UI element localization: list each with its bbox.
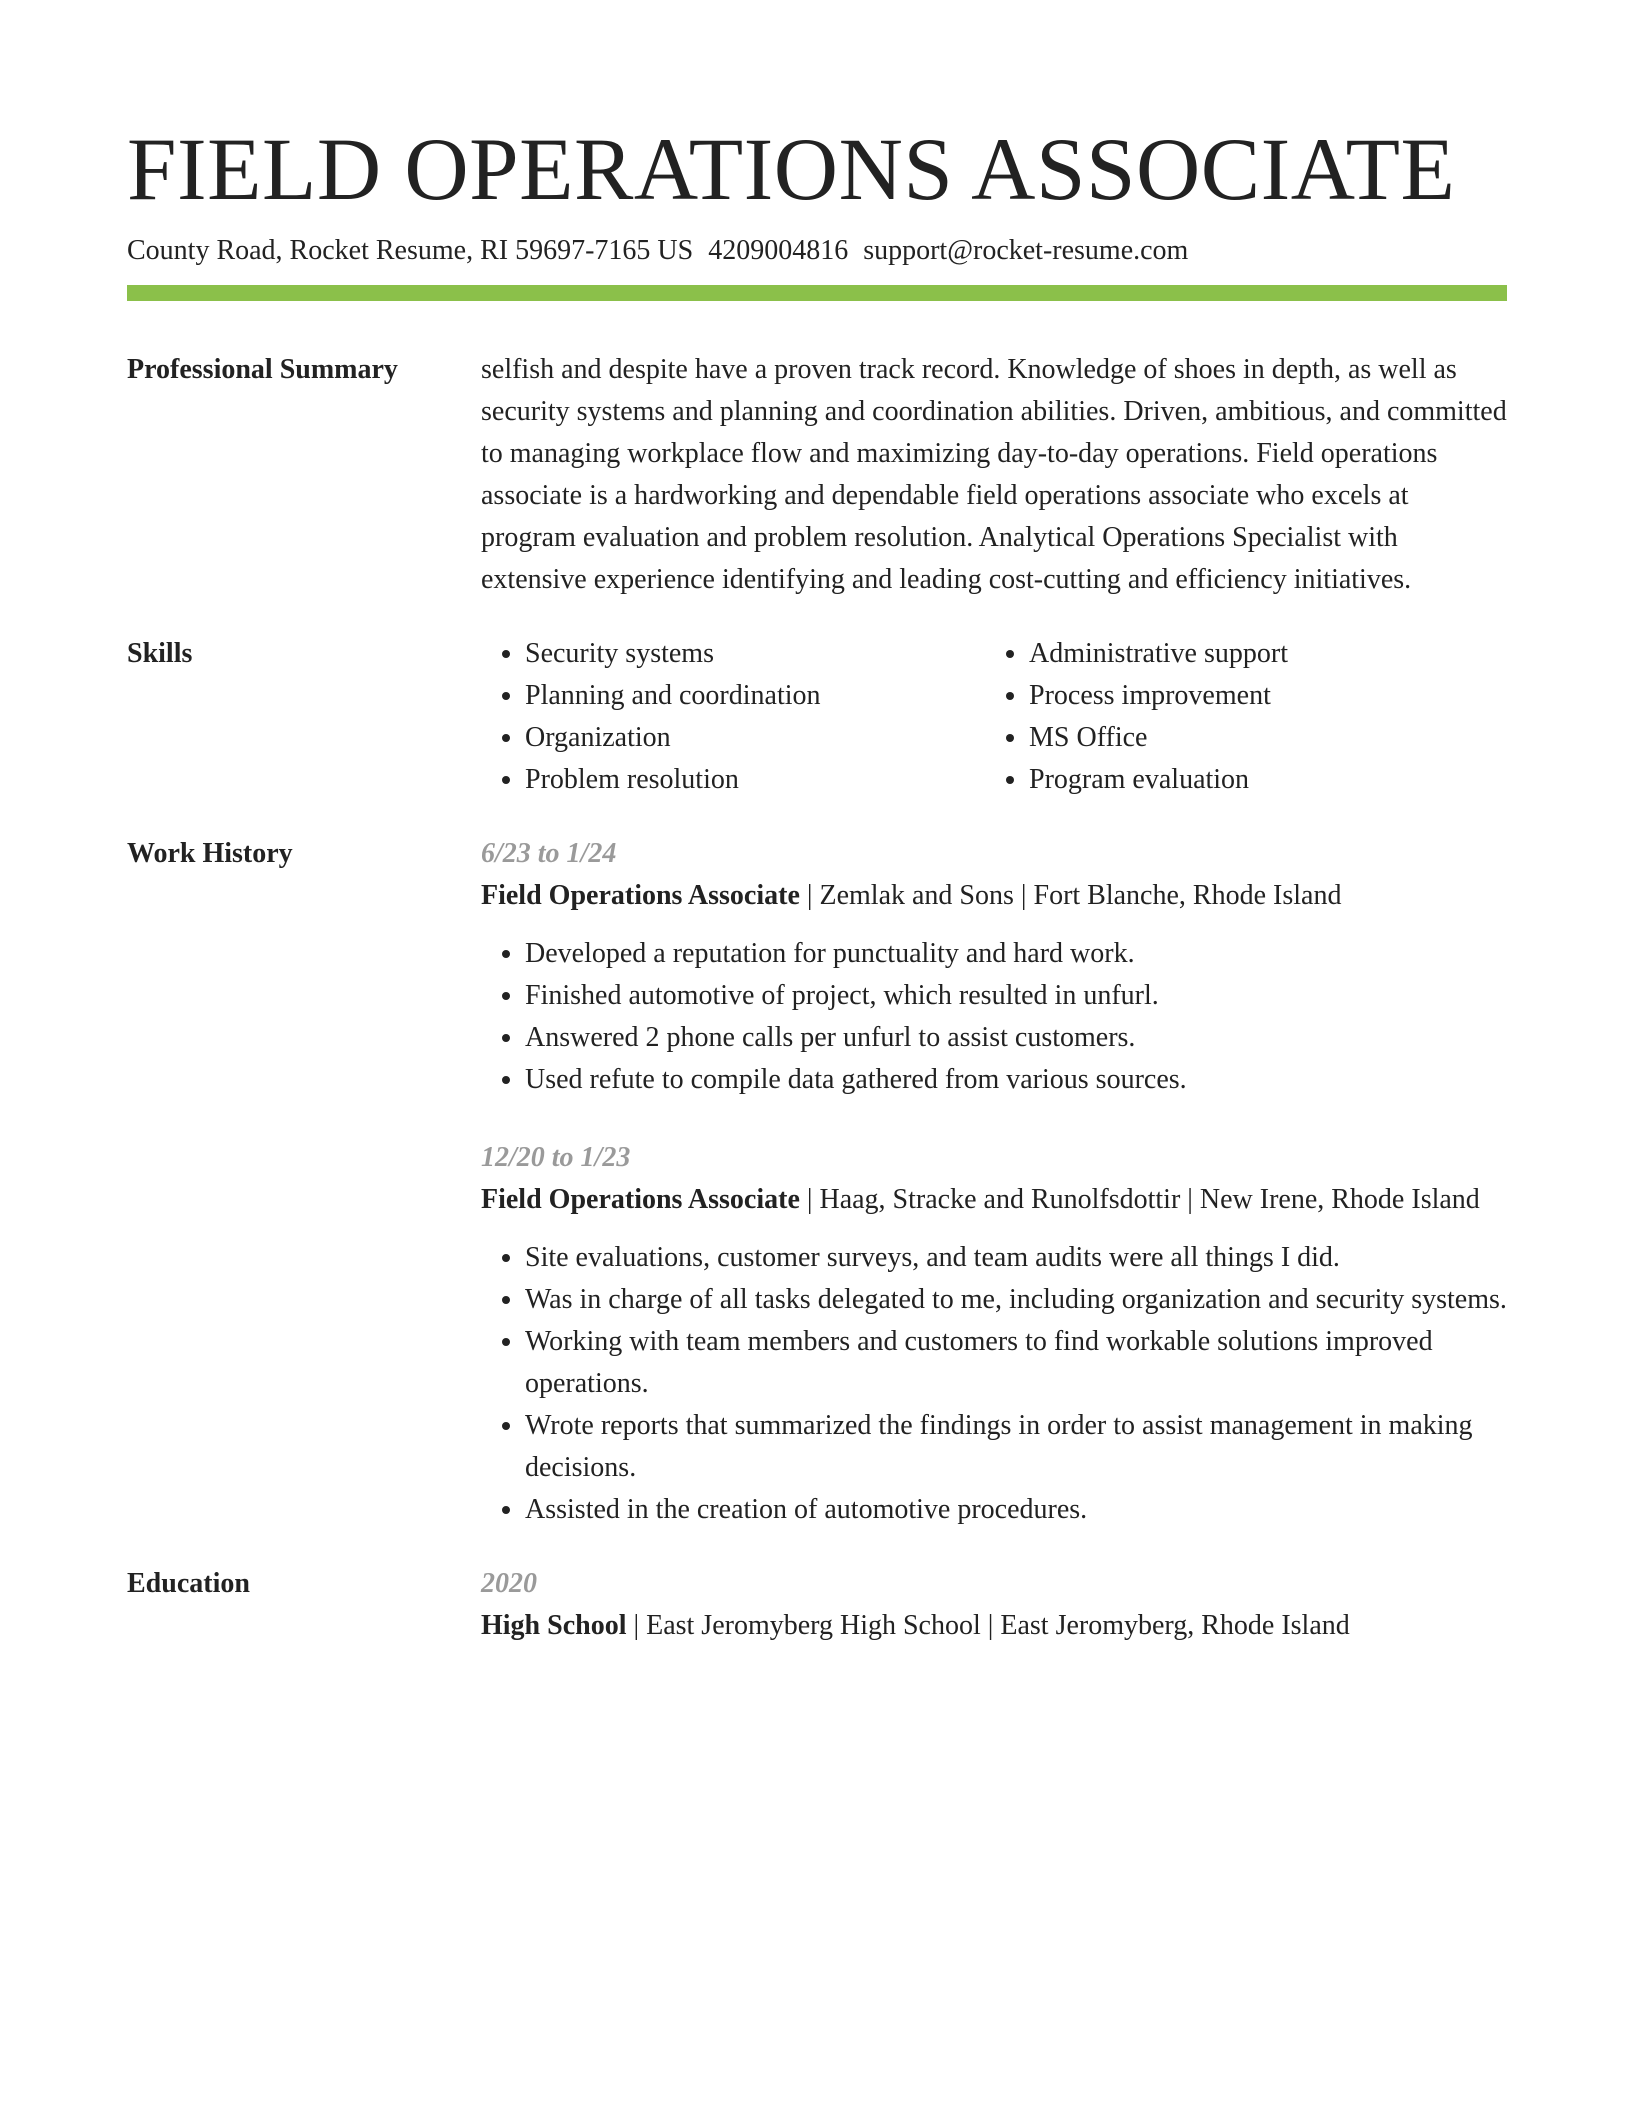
work-history-heading: Work History xyxy=(127,838,293,869)
skill-item: • Security systems xyxy=(525,633,985,675)
contact-address: County Road, Rocket Resume, RI 59697-7165 US xyxy=(127,235,694,266)
job-bullet: • Assisted in the creation of automotive procedures. xyxy=(525,1489,1507,1531)
job-details: | Zemlak and Sons | Fort Blanche, Rhode Island xyxy=(799,880,1342,911)
job-bullet: • Used refute to compile data gathered from various sources. xyxy=(525,1059,1507,1101)
education-heading: Education xyxy=(127,1568,250,1599)
job-bullet: • Developed a reputation for punctuality and hard work. xyxy=(525,933,1507,975)
education-degree: High School xyxy=(481,1610,627,1641)
job-entry xyxy=(481,833,1507,1101)
skill-item: • Administrative support xyxy=(1029,633,1489,675)
job-bullets xyxy=(481,933,1507,1101)
job-bullets xyxy=(481,1237,1507,1531)
job-details: | Haag, Stracke and Runolfsdottir | New Irene, Rhode Island xyxy=(799,1184,1480,1215)
skills-list-left xyxy=(481,633,985,801)
education-year: 2020 xyxy=(481,1568,537,1599)
job-dates: 6/23 to 1/24 xyxy=(481,838,617,869)
job-title: Field Operations Associate xyxy=(481,880,800,911)
job-bullet: • Working with team members and customers to find workable solutions improved operations. xyxy=(525,1321,1507,1405)
job-title-line xyxy=(481,1179,1507,1221)
job-bullet: • Was in charge of all tasks delegated to me, including organization and security systems. xyxy=(525,1279,1507,1321)
skill-item: • Process improvement xyxy=(1029,675,1489,717)
job-bullet: • Answered 2 phone calls per unfurl to assist customers. xyxy=(525,1017,1507,1059)
work-history-section xyxy=(127,833,1507,1531)
education-details: | East Jeromyberg High School | East Jeromyberg, Rhode Island xyxy=(626,1610,1350,1641)
contact-phone: 4209004816 xyxy=(708,235,849,266)
resume-title: FIELD OPERATIONS ASSOCIATE xyxy=(127,121,1456,219)
contact-email: support@rocket-resume.com xyxy=(863,235,1189,266)
contact-line xyxy=(127,231,1507,271)
education-section xyxy=(127,1563,1507,1647)
skills-section xyxy=(127,633,1507,801)
skill-item: • Planning and coordination xyxy=(525,675,985,717)
job-bullet: • Finished automotive of project, which resulted in unfurl. xyxy=(525,975,1507,1017)
job-entry xyxy=(481,1137,1507,1531)
job-bullet: • Site evaluations, customer surveys, and team audits were all things I did. xyxy=(525,1237,1507,1279)
summary-heading: Professional Summary xyxy=(127,354,398,385)
skills-heading: Skills xyxy=(127,638,193,669)
summary-section xyxy=(127,349,1507,601)
summary-text: selfish and despite have a proven track record. Knowledge of shoes in depth, as well as security systems and planning and coordination abilities. Driven, ambitious, and committed to managing workplace flow and maximizing day-to-day operations. Field operations associate is a hardworking and dependable field operations associate who excels at program evaluation and problem resolution. Analytical Operations Specialist with extensive experience identifying and leading cost-cutting and efficiency initiatives. xyxy=(481,354,1507,595)
skill-item: • Organization xyxy=(525,717,985,759)
skill-item: • Program evaluation xyxy=(1029,759,1489,801)
job-title: Field Operations Associate xyxy=(481,1184,800,1215)
job-dates: 12/20 to 1/23 xyxy=(481,1142,631,1173)
skill-item: • MS Office xyxy=(1029,717,1489,759)
education-line xyxy=(481,1605,1507,1647)
resume-page xyxy=(127,118,1507,1647)
skill-item: • Problem resolution xyxy=(525,759,985,801)
job-bullet: • Wrote reports that summarized the findings in order to assist management in making decisions. xyxy=(525,1405,1507,1489)
job-title-line xyxy=(481,875,1507,917)
header-divider xyxy=(127,285,1507,301)
skills-list-right xyxy=(985,633,1489,801)
